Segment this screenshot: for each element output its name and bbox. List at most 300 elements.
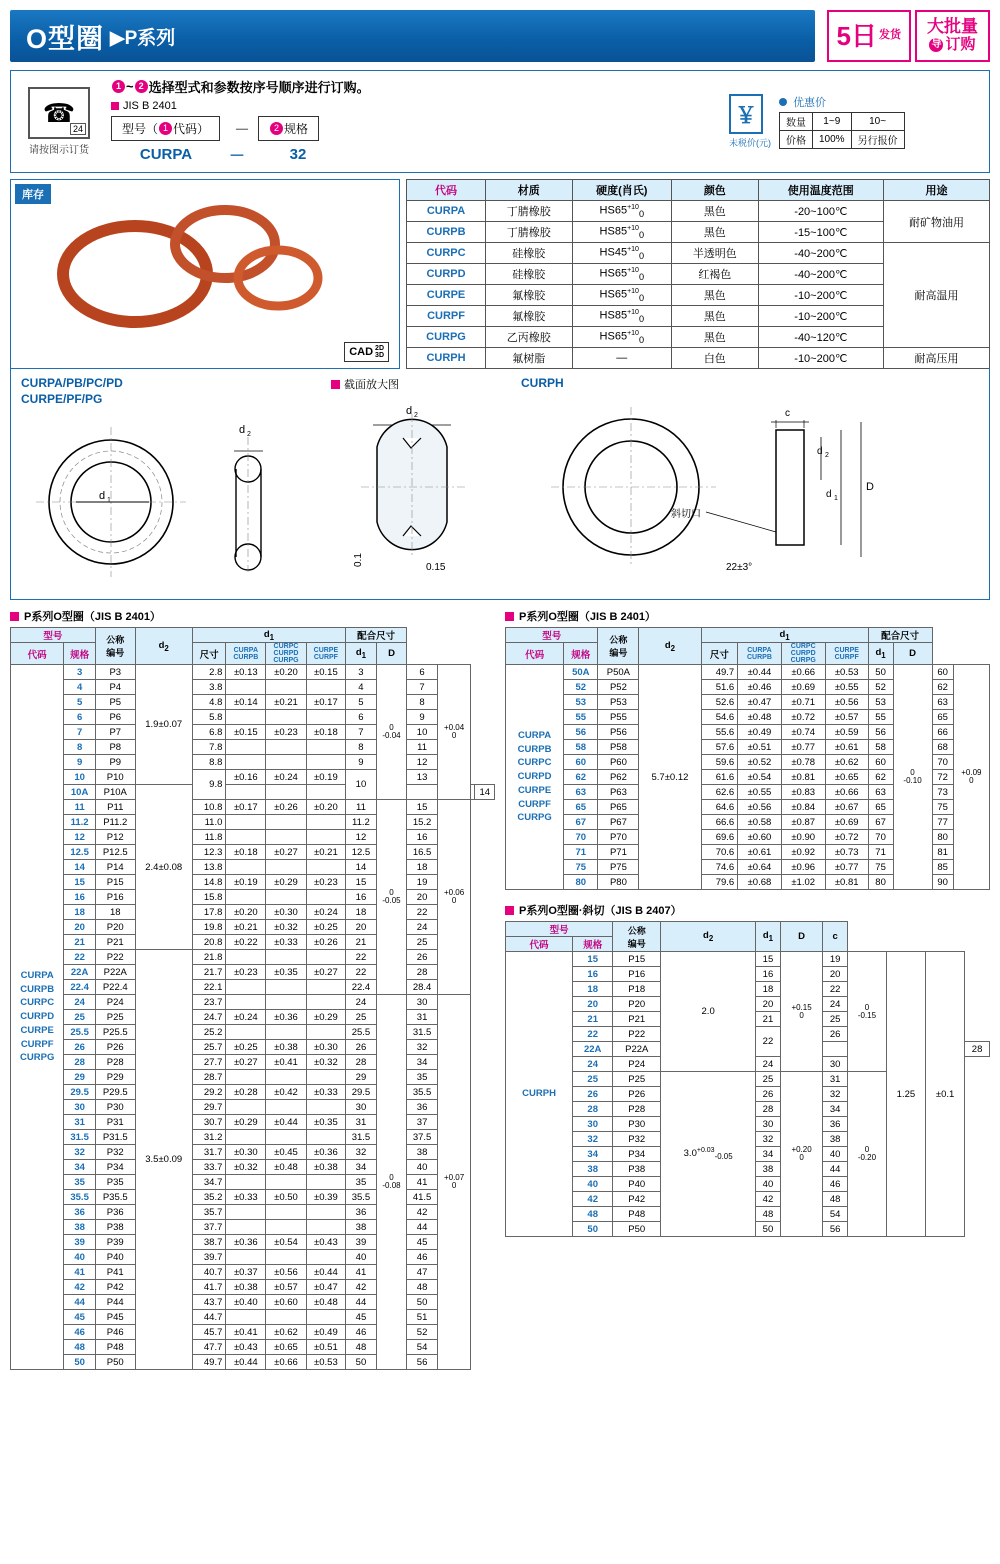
nominal-cell: P48 [95, 1340, 135, 1355]
th-fit-d1: $d_1$ [346, 643, 377, 665]
tol-e-cell: ±0.48 [306, 1295, 345, 1310]
tol-a-cell [226, 830, 266, 845]
tol-e-cell: ±0.25 [306, 920, 345, 935]
fit-D-cell: 12 [407, 755, 438, 770]
size-cell: 26 [64, 1040, 95, 1055]
tol-a-cell [226, 1025, 266, 1040]
order-code-row [111, 116, 729, 141]
table-row [11, 965, 495, 980]
fit-D-cell: 35 [407, 1070, 438, 1085]
fit-D-cell: 48 [407, 1280, 438, 1295]
fit-D-cell: 6 [407, 665, 438, 680]
fit-D-cell: 41 [407, 1175, 438, 1190]
tol-a-cell: ±0.61 [738, 845, 781, 860]
tol-c-cell [266, 740, 306, 755]
dim-cell: 9.8 [192, 770, 226, 800]
size-cell: 24 [573, 1057, 613, 1072]
tol-a-cell [226, 1220, 266, 1235]
nominal-cell: P7 [95, 725, 135, 740]
code-dash: － [234, 122, 251, 139]
dim-cell: 31.7 [192, 1145, 226, 1160]
table-row [11, 695, 495, 710]
bevel-D-cell: 25 [823, 1012, 848, 1027]
size-cell: 48 [573, 1207, 613, 1222]
bevel-d1-cell: 15 [756, 952, 781, 967]
fit-D-cell: 32 [407, 1040, 438, 1055]
dim-cell: 13.8 [192, 860, 226, 875]
fit-D-cell: 50 [407, 1295, 438, 1310]
code-list: CURPA CURPB CURPC CURPD CURPE CURPF CURPG [506, 665, 564, 890]
dim-cell: 12.3 [192, 845, 226, 860]
tol-c-cell: ±0.48 [266, 1160, 306, 1175]
size-cell: 12 [64, 830, 95, 845]
tol-c-cell [266, 755, 306, 770]
fit-d1-cell: 16 [346, 890, 377, 905]
material-color: 黑色 [672, 285, 759, 306]
fit-D-cell: 41.5 [407, 1190, 438, 1205]
tol-c-cell: ±0.71 [781, 695, 825, 710]
spec-section [10, 179, 990, 369]
size-cell: 42 [64, 1280, 95, 1295]
svg-text:0.1: 0.1 [353, 553, 364, 567]
nominal-cell: P10A [95, 785, 135, 800]
th-d1-r: $d_1$ [701, 628, 868, 643]
tol-e-cell [306, 1130, 345, 1145]
tol-c-cell: ±0.44 [266, 1115, 306, 1130]
standard-label: JIS B 2401 [123, 100, 177, 112]
d2-cell: 1.9±0.07 [135, 665, 192, 785]
dim-cell: 64.6 [701, 800, 738, 815]
size-cell: 3 [64, 665, 95, 680]
nominal-cell: P29 [95, 1070, 135, 1085]
dim-cell: 17.8 [192, 905, 226, 920]
tol-c-cell: ±0.38 [266, 1040, 306, 1055]
dim-cell: 28.7 [192, 1070, 226, 1085]
fit-d1-cell: 21 [346, 935, 377, 950]
tol-c-cell: ±0.96 [781, 860, 825, 875]
tol-e-cell: ±0.43 [306, 1235, 345, 1250]
tol-c-cell: ±0.32 [266, 920, 306, 935]
fit-d1-cell: 8 [346, 740, 377, 755]
tol-e-cell: ±0.53 [306, 1355, 345, 1370]
table-row [11, 950, 495, 965]
fit-D-cell: 11 [407, 740, 438, 755]
tol-e-cell: ±0.69 [825, 815, 868, 830]
size-cell: 20 [64, 920, 95, 935]
th-fit-D-r: D [893, 643, 932, 665]
tol-c-cell [306, 785, 345, 800]
bevel-D-tol-cell: 0 -0.20 [848, 1072, 887, 1237]
dim-cell: 52.6 [701, 695, 738, 710]
fit-d1-cell: 25 [346, 1010, 377, 1025]
tol-c-cell: ±0.81 [781, 770, 825, 785]
standard-line [111, 100, 729, 112]
nominal-cell: P26 [613, 1087, 661, 1102]
fit-D-cell: 52 [407, 1325, 438, 1340]
D-tol-cell: +0.06 0 [437, 800, 470, 995]
size-cell: 44 [64, 1295, 95, 1310]
catalog-page [0, 10, 1000, 1370]
size-cell: 41 [64, 1265, 95, 1280]
dim-cell: 43.7 [192, 1295, 226, 1310]
nominal-cell: P50 [613, 1222, 661, 1237]
drawings-box [10, 368, 990, 600]
price-note: 未税价(元) [729, 138, 771, 148]
material-code: CURPH [407, 348, 486, 369]
size-cell: 16 [573, 967, 613, 982]
dim-cell: 69.6 [701, 830, 738, 845]
nominal-cell: P20 [613, 997, 661, 1012]
nominal-cell: P15 [95, 875, 135, 890]
spec-code-box: 2 规格 [258, 116, 319, 141]
tol-a-cell [226, 950, 266, 965]
nominal-cell: P24 [613, 1057, 661, 1072]
tol-c-cell: ±0.62 [266, 1325, 306, 1340]
dim-cell [226, 785, 266, 800]
tol-c-cell: ±0.50 [266, 1190, 306, 1205]
tol-e-cell: ±0.39 [306, 1190, 345, 1205]
dim-cell: 21.8 [192, 950, 226, 965]
fit-d1-cell: 31.5 [346, 1130, 377, 1145]
dim-cell: 6.8 [192, 725, 226, 740]
nominal-cell: P30 [613, 1117, 661, 1132]
tol-e-cell [306, 950, 345, 965]
fit-d1-cell: 22 [346, 965, 377, 980]
d2-cell: 2.4±0.08 [135, 785, 192, 950]
nominal-cell: P75 [598, 860, 639, 875]
size-cell: 21 [573, 1012, 613, 1027]
size-cell: 50 [573, 1222, 613, 1237]
dim-cell: 5.8 [192, 710, 226, 725]
dim-cell: 22.1 [192, 980, 226, 995]
fit-D-cell: 13 [407, 770, 438, 785]
phone-icon-caption: 请按图示订货 [29, 145, 89, 156]
bevel-D-cell: 34 [823, 1102, 848, 1117]
tol-e-cell: ±0.44 [306, 1265, 345, 1280]
th-grp-cdg-r: CURPC CURPD CURPG [781, 643, 825, 665]
bevel-D-cell: 44 [823, 1162, 848, 1177]
bevel-label-text: 斜切口 [671, 508, 701, 520]
size-cell: 36 [64, 1205, 95, 1220]
size-cell: 32 [573, 1132, 613, 1147]
nominal-cell: P34 [613, 1147, 661, 1162]
nominal-cell: P38 [95, 1220, 135, 1235]
th-d2: $d_2$ [135, 628, 192, 665]
tol-c-cell [266, 1205, 306, 1220]
size-cell: 46 [64, 1325, 95, 1340]
th-d1-b: $d_1$ [756, 922, 781, 952]
material-hardness: $HS85^{+10}_0$ [572, 306, 671, 327]
nominal-cell: P62 [598, 770, 639, 785]
header-badges [823, 10, 990, 62]
nominal-cell: P80 [598, 875, 639, 890]
tol-e-cell: ±0.29 [306, 1010, 345, 1025]
price-table [779, 112, 905, 149]
size-cell: 30 [64, 1100, 95, 1115]
nominal-cell: P35.5 [95, 1190, 135, 1205]
tol-a-cell [226, 1100, 266, 1115]
dim-cell: 66.6 [701, 815, 738, 830]
svg-text:d: d [99, 490, 106, 503]
size-cell: 38 [64, 1220, 95, 1235]
tol-c-cell [266, 1220, 306, 1235]
size-cell: 8 [64, 740, 95, 755]
dim-cell: 24.7 [192, 1010, 226, 1025]
fit-D-cell: 19 [407, 875, 438, 890]
dim-cell: 44.7 [192, 1310, 226, 1325]
material-table-header [407, 180, 990, 201]
fit-D-cell: 54 [407, 1340, 438, 1355]
fit-D-cell: 44 [407, 1220, 438, 1235]
left-table-title: P系列O型圈（JIS B 2401） [10, 608, 495, 624]
tol-c-cell: ±0.45 [266, 1145, 306, 1160]
size-cell: 53 [564, 695, 598, 710]
nominal-cell: P34 [95, 1160, 135, 1175]
tol-e-cell [306, 1310, 345, 1325]
tol-a-cell [226, 1205, 266, 1220]
tol-c-cell: ±0.27 [266, 845, 306, 860]
fit-d1-cell: 24 [346, 995, 377, 1010]
size-cell: 34 [64, 1160, 95, 1175]
svg-text:2: 2 [414, 412, 418, 419]
th-code-b: 代码 [506, 937, 573, 952]
nominal-cell: P8 [95, 740, 135, 755]
bevel-d1-cell: 50 [756, 1222, 781, 1237]
fit-D-cell: 72 [932, 770, 953, 785]
th-nominal: 公称 编号 [95, 628, 135, 665]
page-title [10, 10, 815, 62]
th-model-b: 型号 [506, 922, 613, 937]
table-row [11, 725, 495, 740]
section-view-label: 截面放大图 [331, 376, 521, 392]
size-cell: 60 [564, 755, 598, 770]
step-1-icon: 1 [112, 80, 125, 93]
tol-a-cell: ±0.56 [738, 800, 781, 815]
material-color: 白色 [672, 348, 759, 369]
dim-cell: 29.2 [192, 1085, 226, 1100]
nominal-cell: P6 [95, 710, 135, 725]
badge-bulk-order [915, 10, 990, 62]
fit-d1-cell: 14 [346, 860, 377, 875]
th-code: 代码 [407, 180, 486, 201]
nominal-cell: P39 [95, 1235, 135, 1250]
badge-days: 5日 [836, 21, 877, 51]
size-cell: 22.4 [64, 980, 95, 995]
dim-cell: 49.7 [701, 665, 738, 680]
material-code: CURPD [407, 264, 486, 285]
right-head-row-2 [506, 643, 990, 665]
code-step-2-icon: 2 [270, 122, 283, 135]
fit-d1-cell: 45 [346, 1310, 377, 1325]
dim-cell: 7.8 [192, 740, 226, 755]
table-row [11, 1055, 495, 1070]
size-cell: 14 [64, 860, 95, 875]
tol-c-cell: ±0.30 [266, 905, 306, 920]
svg-text:d: d [239, 424, 246, 437]
tol-a-cell: ±0.13 [226, 665, 266, 680]
size-cell: 70 [564, 830, 598, 845]
bevel-D-cell: 38 [823, 1132, 848, 1147]
fit-d1-cell: 22 [346, 950, 377, 965]
code-list: CURPA CURPB CURPC CURPD CURPE CURPF CURPG [11, 665, 64, 1370]
tol-c-cell: ±0.60 [266, 1295, 306, 1310]
th-size-b: 规格 [573, 937, 613, 952]
nominal-cell: P70 [598, 830, 639, 845]
example-spec: 32 [289, 146, 307, 163]
badge-days-label: 发货 [879, 29, 901, 42]
size-cell: 9 [64, 755, 95, 770]
model-code-box: 型号（ 1 代码） [111, 116, 220, 141]
fit-D-cell: 15.2 [407, 815, 438, 830]
tol-a-cell: ±0.29 [226, 1115, 266, 1130]
material-hardness: — [572, 348, 671, 369]
fit-d1-cell: 62 [868, 770, 893, 785]
tol-e-cell [306, 815, 345, 830]
fit-D-cell: 30 [407, 995, 438, 1010]
nominal-cell: P35 [95, 1175, 135, 1190]
material-hardness: $HS65^{+10}_0$ [572, 201, 671, 222]
nominal-cell: P52 [598, 680, 639, 695]
fit-D-cell: 31.5 [407, 1025, 438, 1040]
size-cell: 5 [64, 695, 95, 710]
tol-e-cell: ±0.47 [306, 1280, 345, 1295]
dim-cell: 2.8 [192, 665, 226, 680]
dim-cell: 61.6 [701, 770, 738, 785]
yen-icon: ￥ [729, 94, 763, 134]
tol-e-cell [306, 1220, 345, 1235]
fit-d1-cell: 46 [346, 1325, 377, 1340]
fit-d1-cell: 36 [346, 1205, 377, 1220]
price-row-qty [780, 113, 905, 131]
order-main [97, 77, 729, 166]
size-cell: 75 [564, 860, 598, 875]
tol-a-cell: ±0.68 [738, 875, 781, 890]
table-row [11, 1040, 495, 1055]
page-header [10, 10, 990, 62]
material-code: CURPC [407, 243, 486, 264]
th-size-r: 规格 [564, 643, 598, 665]
tol-a-cell: ±0.20 [226, 905, 266, 920]
nominal-cell: P40 [613, 1177, 661, 1192]
tol-c-cell: ±0.23 [266, 725, 306, 740]
fit-D-cell: 31 [407, 1010, 438, 1025]
nominal-cell: P65 [598, 800, 639, 815]
tol-a-cell: ±0.25 [226, 1040, 266, 1055]
fit-D-cell: 42 [407, 1205, 438, 1220]
badge-bulk-line1: 大批量 [927, 17, 978, 37]
material-table-wrap [406, 179, 990, 369]
nominal-cell: P25.5 [95, 1025, 135, 1040]
fit-d1-cell: 58 [868, 740, 893, 755]
size-cell: 10 [64, 770, 95, 785]
example-model: CURPA [139, 146, 193, 163]
tol-c-cell: ±0.36 [266, 1010, 306, 1025]
product-photo [17, 186, 393, 336]
fit-D-cell: 35.5 [407, 1085, 438, 1100]
tol-e-cell [306, 1175, 345, 1190]
tol-e-cell: ±0.19 [306, 770, 345, 785]
tol-a-cell: ±0.18 [226, 845, 266, 860]
th-D-b: D [780, 922, 822, 952]
size-cell: 30 [573, 1117, 613, 1132]
bevel-d1-cell [823, 1042, 848, 1057]
dim-cell: 35.2 [192, 1190, 226, 1205]
svg-text:1: 1 [107, 497, 111, 505]
size-cell: 34 [573, 1147, 613, 1162]
nominal-cell: P38 [613, 1162, 661, 1177]
table-row [11, 1130, 495, 1145]
tol-a-cell: ±0.46 [738, 680, 781, 695]
material-hardness: $HS85^{+10}_0$ [572, 222, 671, 243]
product-image-box [10, 179, 400, 369]
dim-cell: 47.7 [192, 1340, 226, 1355]
table-row [11, 1085, 495, 1100]
table-row [11, 1355, 495, 1370]
fit-D-cell: 25 [407, 935, 438, 950]
tol-a-cell [226, 710, 266, 725]
fit-d1-cell: 52 [868, 680, 893, 695]
bevel-table-title: P系列O型圈·斜切（JIS B 2407） [505, 902, 990, 918]
dim-cell: 15.8 [192, 890, 226, 905]
size-cell: 21 [64, 935, 95, 950]
tol-e-cell: ±0.77 [825, 860, 868, 875]
size-cell: 15 [573, 952, 613, 967]
nominal-cell: P71 [598, 845, 639, 860]
dim-cell: 70.6 [701, 845, 738, 860]
tol-e-cell: ±0.23 [306, 875, 345, 890]
tol-e-cell: ±0.56 [825, 695, 868, 710]
fit-d1-cell: 50 [346, 1355, 377, 1370]
fit-D-cell: 46 [407, 1250, 438, 1265]
fit-D-cell: 66 [932, 725, 953, 740]
tol-c-cell [266, 1100, 306, 1115]
price-qty-c2: 10~ [851, 113, 904, 131]
material-row [407, 348, 990, 369]
tol-c-cell: ±0.21 [266, 695, 306, 710]
fit-D-cell: 37.5 [407, 1130, 438, 1145]
drawing-left-label: CURPA/PB/PC/PD CURPE/PF/PG [21, 376, 123, 406]
curph-drawing [521, 392, 941, 582]
o-ring-illustration [40, 186, 370, 336]
size-cell: 38 [573, 1162, 613, 1177]
badge-bulk-line2: 导 订购 [931, 36, 976, 54]
price-price-c1: 100% [813, 131, 852, 149]
tol-e-cell: ±0.17 [306, 695, 345, 710]
tol-e-cell [306, 1205, 345, 1220]
size-cell: 28 [64, 1055, 95, 1070]
bulk-dot-icon: 导 [931, 39, 942, 51]
dim-cell: 20.8 [192, 935, 226, 950]
table-row [11, 1235, 495, 1250]
svg-text:c: c [785, 407, 790, 419]
material-temp: -10~200℃ [758, 285, 883, 306]
material-name: 氟橡胶 [486, 306, 573, 327]
nominal-cell: 18 [95, 905, 135, 920]
fit-D-cell: 7 [407, 680, 438, 695]
tol-e-cell [306, 860, 345, 875]
table-row [11, 1160, 495, 1175]
fit-D-cell: 68 [932, 740, 953, 755]
svg-text:2: 2 [247, 431, 251, 439]
tol-a-cell: ±0.33 [226, 1190, 266, 1205]
size-cell: 29.5 [64, 1085, 95, 1100]
material-code: CURPB [407, 222, 486, 243]
nominal-cell: P36 [95, 1205, 135, 1220]
nominal-cell: P56 [598, 725, 639, 740]
dim-cell: 19.8 [192, 920, 226, 935]
order-instruction-text: 选择型式和参数按序号顺序进行订购。 [148, 80, 370, 95]
table-row [11, 1175, 495, 1190]
